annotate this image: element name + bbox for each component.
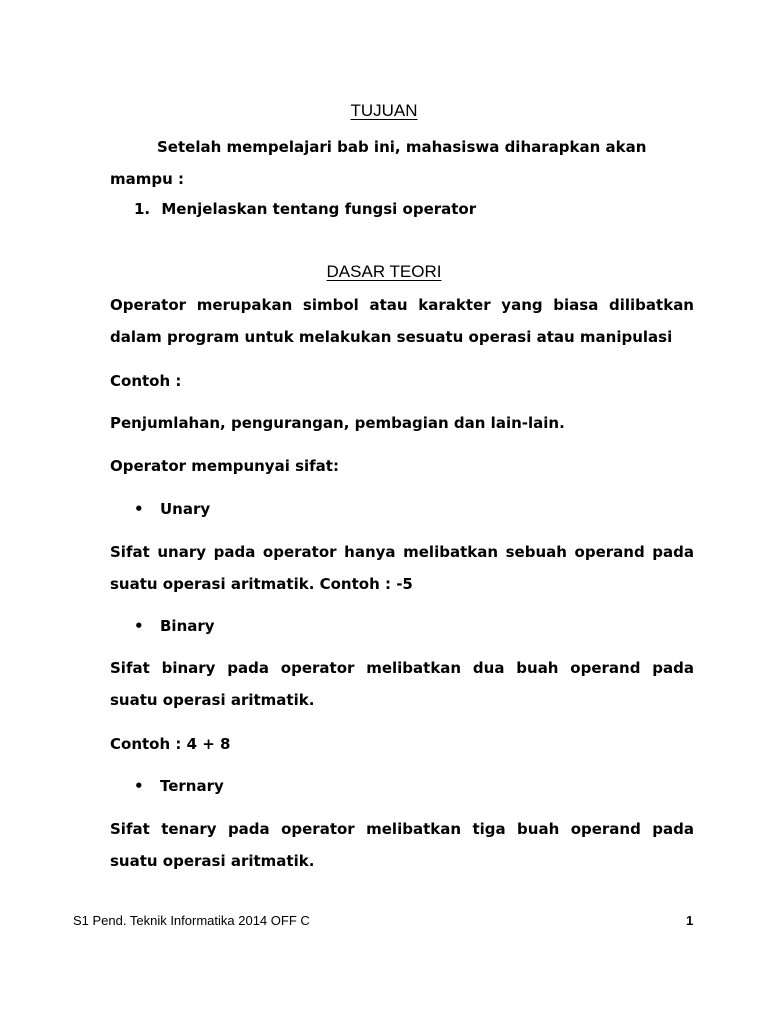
footer-text: S1 Pend. Teknik Informatika 2014 OFF C bbox=[73, 913, 310, 928]
page-number: 1 bbox=[686, 913, 694, 928]
unary-bullet-item bbox=[134, 500, 210, 518]
unary-label: Unary bbox=[160, 500, 211, 518]
unary-description: Sifat unary pada operator hanya melibatkan sebuah operand pada suatu operasi aritmatik. Contoh : -5 bbox=[110, 543, 694, 593]
bullet-icon: • bbox=[134, 777, 144, 795]
tujuan-heading bbox=[0, 101, 768, 121]
tujuan-intro-line2: mampu : bbox=[110, 170, 185, 188]
bullet-icon: • bbox=[134, 500, 144, 518]
tujuan-heading-text: TUJUAN bbox=[350, 101, 418, 120]
ternary-description: Sifat tenary pada operator melibatkan tiga buah operand pada suatu operasi aritmatik. bbox=[110, 820, 694, 870]
contoh-label: Contoh : bbox=[110, 372, 182, 390]
tujuan-list-item-1 bbox=[134, 200, 476, 218]
dasar-teori-heading-text: DASAR TEORI bbox=[326, 262, 442, 281]
contoh-text: Penjumlahan, pengurangan, pembagian dan lain-lain. bbox=[110, 414, 565, 432]
ternary-bullet-item bbox=[134, 777, 224, 795]
binary-description: Sifat binary pada operator melibatkan dua buah operand pada suatu operasi aritmatik. bbox=[110, 659, 694, 709]
binary-bullet-item bbox=[134, 617, 215, 635]
tujuan-intro-line1: Setelah mempelajari bab ini, mahasiswa diharapkan akan bbox=[157, 138, 647, 156]
dasar-teori-heading bbox=[0, 262, 768, 282]
bullet-icon: • bbox=[134, 617, 144, 635]
sifat-intro: Operator mempunyai sifat: bbox=[110, 457, 339, 475]
list-text: Menjelaskan tentang fungsi operator bbox=[161, 200, 477, 218]
definition-paragraph: Operator merupakan simbol atau karakter yang biasa dilibatkan dalam program untuk melakukan sesuatu operasi atau manipulasi bbox=[110, 296, 694, 346]
binary-example: Contoh : 4 + 8 bbox=[110, 735, 231, 753]
list-number: 1. bbox=[134, 200, 151, 218]
ternary-label: Ternary bbox=[160, 777, 224, 795]
binary-label: Binary bbox=[160, 617, 215, 635]
